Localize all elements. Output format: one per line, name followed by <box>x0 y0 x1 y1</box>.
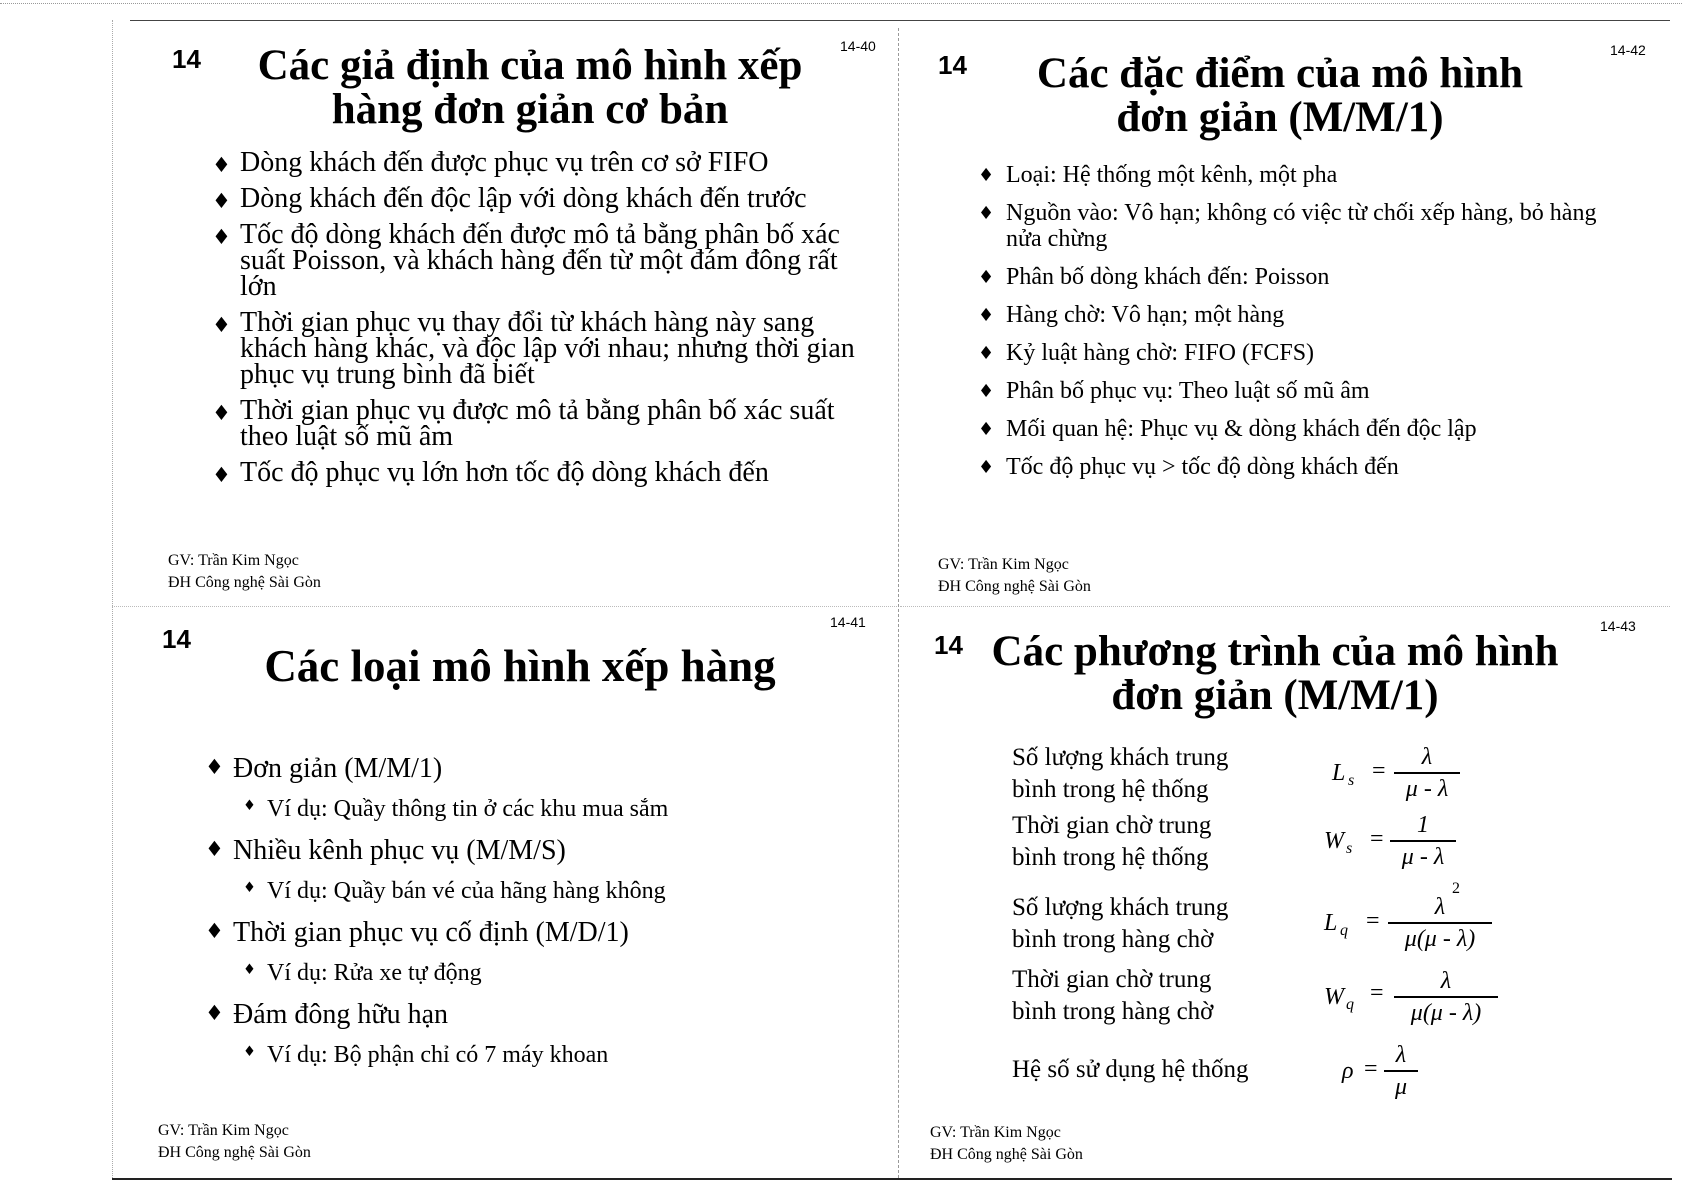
list-item: ♦ Thời gian phục vụ thay đổi từ khách hàng này sang khách hàng khác, và độc lập với nhau; nhưng thời gian phục vụ trung bình đã biết <box>212 310 862 388</box>
university-name: ĐH Công nghệ Sài Gòn <box>930 1145 1083 1163</box>
formula-variable: W <box>1324 984 1344 1010</box>
formula-label-line: bình trong hệ thống <box>1012 844 1209 871</box>
page-number: 14-40 <box>840 38 876 54</box>
lecturer-name: GV: Trần Kim Ngọc <box>158 1122 289 1139</box>
slide-14-41 <box>150 612 895 1174</box>
formula-label-line: bình trong hệ thống <box>1012 776 1209 803</box>
formula-label <box>1012 964 1213 1028</box>
formula-subscript: q <box>1340 922 1348 939</box>
list-item: ♦ Kỷ luật hàng chờ: FIFO (FCFS) <box>978 340 1638 366</box>
bullet-list <box>212 147 862 488</box>
formula-equals: = <box>1372 758 1386 784</box>
formula-row <box>1012 1040 1572 1112</box>
list-item: ♦ Nguồn vào: Vô hạn; không có việc từ chối xếp hàng, bỏ hàng nửa chừng <box>978 200 1638 252</box>
formula-row <box>1012 742 1572 806</box>
slide-footer <box>158 1120 311 1163</box>
slide-title <box>210 641 830 691</box>
slide-footer <box>930 1122 1083 1165</box>
page-left-border <box>112 20 113 1180</box>
sub-list-item: ♦ Ví dụ: Rửa xe tự động <box>205 956 885 990</box>
sub-list-item: ♦ Ví dụ: Bộ phận chỉ có 7 máy khoan <box>205 1038 885 1072</box>
formula-fraction <box>1394 966 1498 1028</box>
list-item: ♦ Tốc độ phục vụ > tốc độ dòng khách đến <box>978 454 1638 480</box>
title-line: đơn giản (M/M/1) <box>1111 671 1439 719</box>
list-item: ♦ Đơn giản (M/M/1) <box>205 752 885 786</box>
formula-denominator: μ <box>1384 1070 1418 1102</box>
title-line: đơn giản (M/M/1) <box>1116 93 1444 141</box>
formula-subscript: s <box>1346 840 1353 857</box>
formula-label-line: Thời gian chờ trung <box>1012 966 1212 993</box>
formula-denominator: μ(μ - λ) <box>1394 996 1498 1028</box>
formula-equals: = <box>1366 908 1380 934</box>
formula-label <box>1012 892 1228 956</box>
formula-label <box>1012 810 1211 874</box>
list-item: ♦ Tốc độ dòng khách đến được mô tả bằng phân bố xác suất Poisson, và khách hàng đến từ một đám đông rất lớn <box>212 222 862 300</box>
horizontal-divider-left <box>112 606 897 607</box>
formula-numerator: λ <box>1395 1042 1407 1068</box>
slide-title <box>970 630 1580 718</box>
formula-equals: = <box>1370 826 1384 852</box>
page-number: 14-42 <box>1610 42 1646 58</box>
chapter-number: 14 <box>934 630 963 660</box>
formula-equals: = <box>1364 1056 1378 1082</box>
list-item: ♦ Phân bố phục vụ: Theo luật số mũ âm <box>978 378 1638 404</box>
formula-label-line: bình trong hàng chờ <box>1012 998 1214 1025</box>
chapter-number: 14 <box>172 44 201 74</box>
formula-variable: L <box>1324 910 1338 936</box>
formula-subscript: q <box>1346 996 1354 1013</box>
list-item: ♦ Thời gian phục vụ được mô tả bằng phân bố xác suất theo luật số mũ âm <box>212 398 862 450</box>
formula-label <box>1012 1054 1248 1086</box>
formula-expression <box>1324 880 1564 958</box>
list-item: ♦ Thời gian phục vụ cố định (M/D/1) <box>205 916 885 950</box>
formula-expression <box>1324 810 1544 874</box>
formula-variable: L <box>1332 760 1346 786</box>
formula-numerator: λ <box>1440 968 1452 994</box>
formula-fraction <box>1394 742 1460 804</box>
title-line: Các phương trình của mô hình <box>991 628 1559 675</box>
formula-variable: W <box>1324 828 1344 854</box>
slide-14-43 <box>920 612 1660 1174</box>
formula-subscript: s <box>1348 772 1355 789</box>
scan-top-edge <box>0 3 1682 4</box>
formula-label-line: Hệ số sử dụng hệ thống <box>1012 1056 1249 1083</box>
formula-label-line: Số lượng khách trung <box>1012 744 1229 771</box>
chapter-number: 14 <box>938 50 967 80</box>
list-item: ♦ Đám đông hữu hạn <box>205 998 885 1032</box>
formula-expression <box>1342 1040 1462 1112</box>
formula-list <box>1012 742 1572 1122</box>
formula-denominator: μ(μ - λ) <box>1388 922 1492 954</box>
formula-numerator: 1 <box>1417 812 1429 838</box>
formula-equals: = <box>1370 980 1384 1006</box>
slide-footer <box>938 554 1091 597</box>
lecturer-name: GV: Trần Kim Ngọc <box>938 556 1069 573</box>
title-line: Các đặc điểm của mô hình <box>1036 50 1524 97</box>
list-item: ♦ Dòng khách đến độc lập với dòng khách đến trước <box>212 186 862 212</box>
page-number: 14-43 <box>1600 618 1636 634</box>
formula-variable: ρ <box>1342 1058 1354 1084</box>
title-line: Các loại mô hình xếp hàng <box>264 641 776 691</box>
formula-superscript: 2 <box>1452 880 1460 897</box>
bullet-list <box>978 162 1638 480</box>
list-item: ♦ Phân bố dòng khách đến: Poisson <box>978 264 1638 290</box>
formula-numerator: λ <box>1434 894 1446 920</box>
formula-label-line: bình trong hàng chờ <box>1012 926 1214 953</box>
formula-row <box>1012 964 1572 1034</box>
page-number: 14-41 <box>830 614 866 630</box>
lecturer-name: GV: Trần Kim Ngọc <box>930 1124 1061 1141</box>
formula-expression <box>1332 742 1552 806</box>
formula-row <box>1012 880 1572 958</box>
list-item: ♦ Tốc độ phục vụ lớn hơn tốc độ dòng khách đến <box>212 460 862 486</box>
formula-fraction <box>1388 892 1492 954</box>
list-item: ♦ Nhiều kênh phục vụ (M/M/S) <box>205 834 885 868</box>
formula-denominator: μ - λ <box>1394 772 1460 804</box>
title-line: hàng đơn giản cơ bản <box>331 85 729 133</box>
formula-fraction <box>1390 810 1456 872</box>
bullet-list <box>205 752 885 1072</box>
list-item: ♦ Mối quan hệ: Phục vụ & dòng khách đến độc lập <box>978 416 1638 442</box>
sub-list-item: ♦ Ví dụ: Quầy bán vé của hãng hàng không <box>205 874 885 908</box>
page-bottom-border <box>112 1178 1672 1180</box>
chapter-number: 14 <box>162 624 191 654</box>
slide-14-40 <box>150 30 895 600</box>
vertical-divider <box>898 28 899 1178</box>
slide-footer <box>168 550 321 593</box>
formula-label-line: Thời gian chờ trung <box>1012 812 1212 839</box>
university-name: ĐH Công nghệ Sài Gòn <box>938 577 1091 595</box>
list-item: ♦ Hàng chờ: Vô hạn; một hàng <box>978 302 1638 328</box>
formula-label <box>1012 742 1228 806</box>
lecturer-name: GV: Trần Kim Ngọc <box>168 552 299 569</box>
page-top-border <box>130 20 1670 21</box>
list-item: ♦ Loại: Hệ thống một kênh, một pha <box>978 162 1638 188</box>
formula-expression <box>1324 964 1564 1034</box>
sub-list-item: ♦ Ví dụ: Quầy thông tin ở các khu mua sắm <box>205 792 885 826</box>
slide-title <box>980 52 1580 140</box>
title-line: Các giả định của mô hình xếp <box>257 42 803 89</box>
formula-numerator: λ <box>1421 744 1433 770</box>
university-name: ĐH Công nghệ Sài Gòn <box>168 573 321 591</box>
slide-title <box>210 44 850 132</box>
list-item: ♦ Dòng khách đến được phục vụ trên cơ sở FIFO <box>212 150 862 176</box>
formula-row <box>1012 810 1572 874</box>
formula-fraction <box>1384 1040 1418 1102</box>
slide-14-42 <box>920 30 1660 600</box>
formula-denominator: μ - λ <box>1390 840 1456 872</box>
formula-label-line: Số lượng khách trung <box>1012 894 1229 921</box>
university-name: ĐH Công nghệ Sài Gòn <box>158 1143 311 1161</box>
horizontal-divider-right <box>900 606 1670 607</box>
